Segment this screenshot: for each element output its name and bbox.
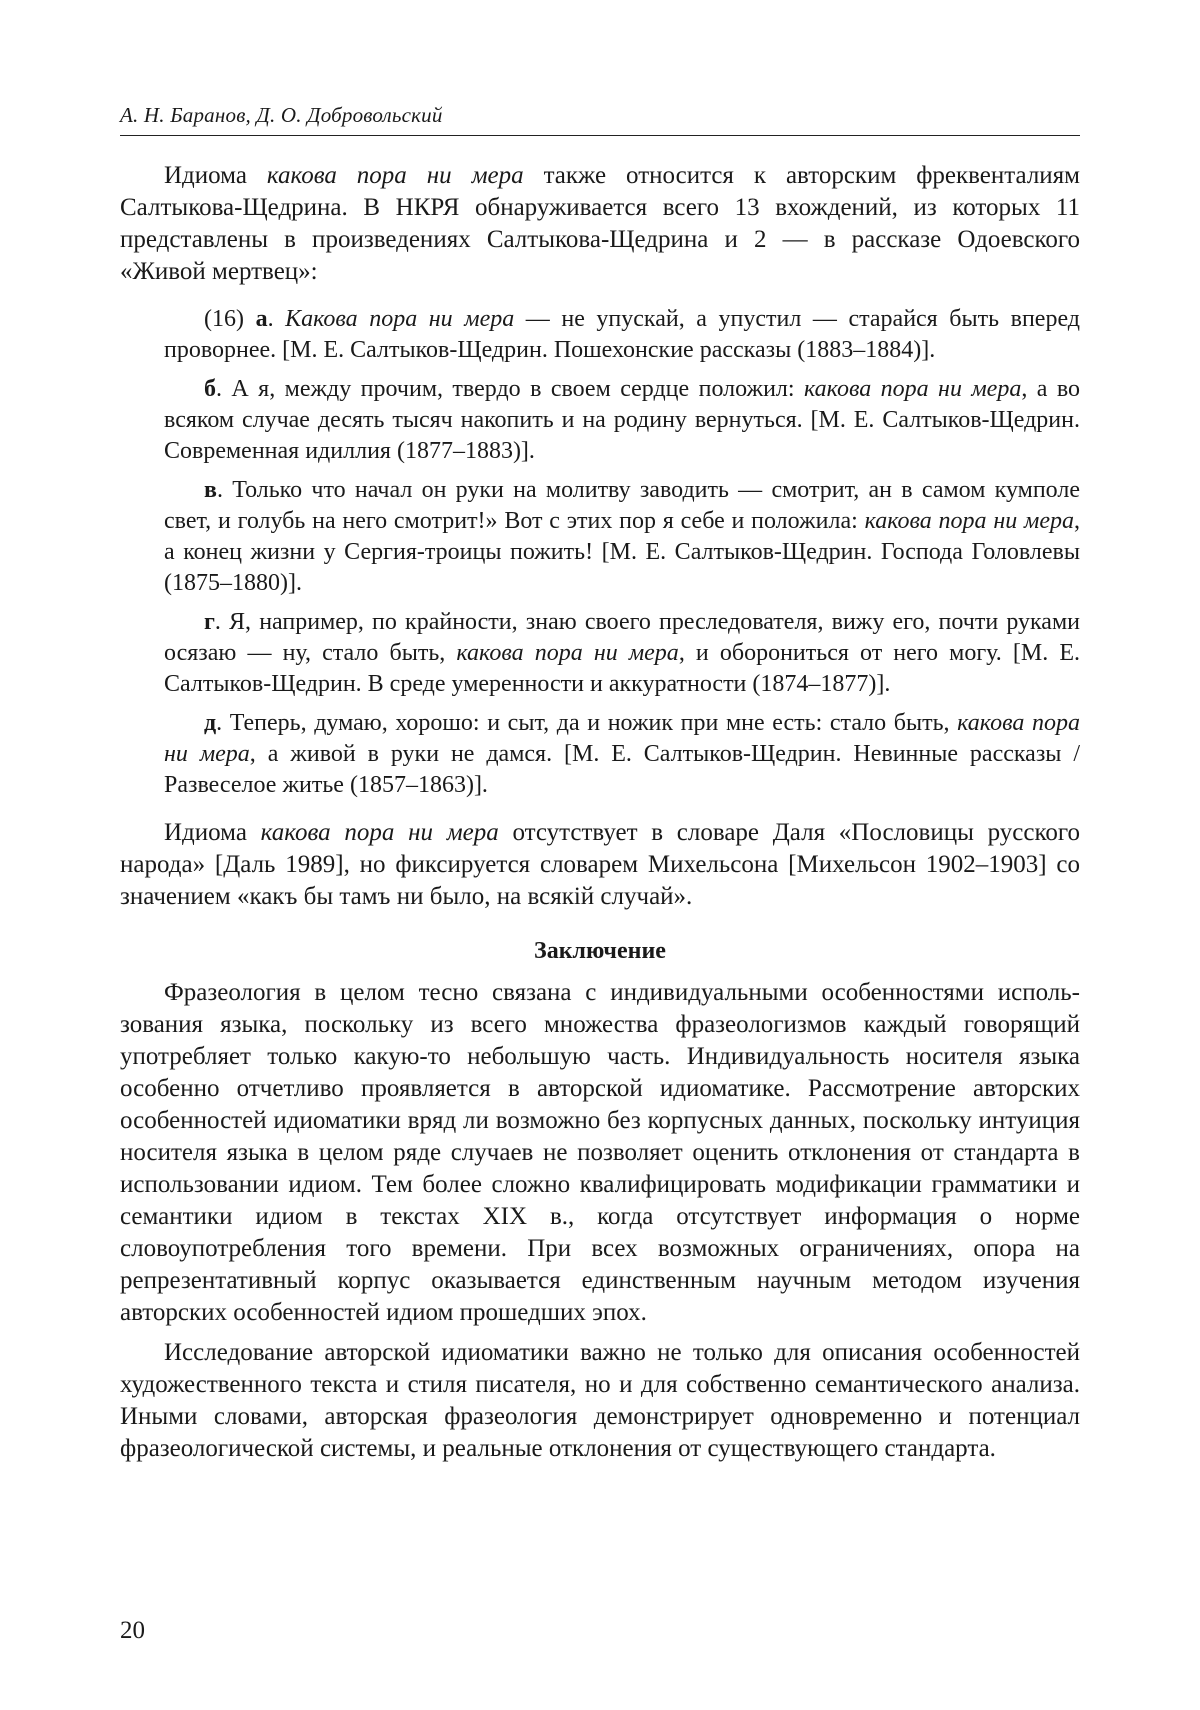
example-d-text-2: , а живой в руки не дамся. [М. Е. Салтыков-Щедрин. Невинные рассказы / Развеселое житье (1857–1863)]. xyxy=(164,741,1081,798)
intro-text-start: Идиома xyxy=(164,162,267,189)
example-number: (16) xyxy=(204,306,256,332)
example-marker-a: а xyxy=(255,306,268,332)
body-text xyxy=(120,160,1080,1465)
example-g-text-1: . Я, например, по крайности, знаю своего преследователя, вижу его, почти руками осязаю — ну, стало быть, xyxy=(164,609,1080,666)
after-text-start: Идиома xyxy=(164,819,261,846)
example-16g xyxy=(164,607,1080,700)
example-a-idiom: Какова пора ни мера xyxy=(285,306,515,332)
page-number: 20 xyxy=(120,1617,145,1644)
section-title: Заключение xyxy=(534,938,666,964)
example-marker-v: в xyxy=(204,477,217,503)
example-b-idiom: какова пора ни мера xyxy=(804,376,1022,402)
conclusion-paragraph-2: Исследование авторской идиоматики важно не только для описания особенностей художественного текста и стиля писателя, но и для собственно семантического анализа. Иными словами, авторская фразеология демонстрирует одновременно и потенциал фразеологической системы, и реальные отклонения от существующего стандарта. xyxy=(120,1339,1080,1462)
example-v-text-2: , а конец жизни у Сергия-троицы пожить! [М. Е. Салтыков-Щедрин. Господа Головлевы (1875–1880)]. xyxy=(164,508,1080,596)
example-g-idiom: какова пора ни мера xyxy=(456,640,679,666)
example-16b xyxy=(164,374,1080,467)
intro-idiom: какова пора ни мера xyxy=(266,162,524,189)
header-rule xyxy=(120,135,1080,136)
intro-text-end: также относится к авторским фреквенталиям Салтыкова-Щедрина. В НКРЯ обнаруживается всего 13 вхождений, из которых 11 представлены в произведениях Салтыкова-Щедрина и 2 — в рассказе Одоевского «Живой мертвец»: xyxy=(120,162,1080,285)
example-a-text-2: — не упускай, а упустил — старайся быть вперед проворнее. [М. Е. Салтыков-Щедрин. Пошехонские рассказы (1883–1884)]. xyxy=(164,306,1081,363)
after-idiom: какова пора ни мера xyxy=(260,819,499,846)
after-text-end: отсутствует в словаре Даля «Пословицы русского народа» [Даль 1989], но фиксируется словарем Михельсона [Михельсон 1902–1903] со значением «какъ бы тамъ ни было, на всякiй случай». xyxy=(120,819,1080,910)
example-b-text-2: , а во всяком случае десять тысяч накопить и на родину вернуться. [М. Е. Салтыков-Щедрин. Современная идиллия (1877–1883)]. xyxy=(164,376,1080,464)
example-b-text-1: . А я, между прочим, твердо в своем сердце положил: xyxy=(216,376,804,402)
example-a-text-1: . xyxy=(267,306,286,332)
running-head: А. Н. Баранов, Д. О. Добровольский xyxy=(120,103,443,127)
after-examples-paragraph xyxy=(120,817,1080,913)
intro-paragraph xyxy=(120,160,1080,288)
example-16a xyxy=(164,304,1080,366)
example-v-text-1: . Только что начал он руки на молитву заводить — смотрит, ан в самом кумполе свет, и голубь на него смотрит!» Вот с этих пор я себе и положила: xyxy=(164,477,1080,534)
example-d-idiom: какова пора ни мера xyxy=(164,710,1080,767)
example-marker-b: б xyxy=(204,376,216,402)
example-d-text-1: . Теперь, думаю, хорошо: и сыт, да и ножик при мне есть: стало быть, xyxy=(216,710,958,736)
example-16v xyxy=(164,475,1080,599)
example-v-idiom: какова пора ни мера xyxy=(864,508,1074,534)
example-16d xyxy=(164,708,1080,801)
example-marker-d: д xyxy=(204,710,217,736)
example-marker-g: г xyxy=(204,609,215,635)
example-g-text-2: , и оборониться от него могу. [М. Е. Салтыков-Щедрин. В среде умеренности и аккуратности (1874–1877)]. xyxy=(164,640,1080,697)
conclusion-paragraph-1: Фразеология в целом тесно связана с индивидуальными особенностями использования языка, поскольку из всего множества фразеологизмов каждый говорящий употребляет только какую-то небольшую часть. Индивидуальность носителя языка особенно отчетливо проявляется в авторской идиоматике. Рассмотрение авторских особенностей идиоматики вряд ли возможно без корпусных данных, поскольку интуиция носителя языка в целом ряде случаев не позволяет оценить отклонения от стандарта в использовании идиом. Тем более сложно квалифицировать модификации грамматики и семантики идиом в текстах XIX в., когда отсутствует информация о норме словоупотребления того времени. При всех возможных ограничениях, опора на репрезентативный корпус оказывается единственным научным методом изучения авторских особенностей идиом прошедших эпох. xyxy=(120,979,1080,1326)
